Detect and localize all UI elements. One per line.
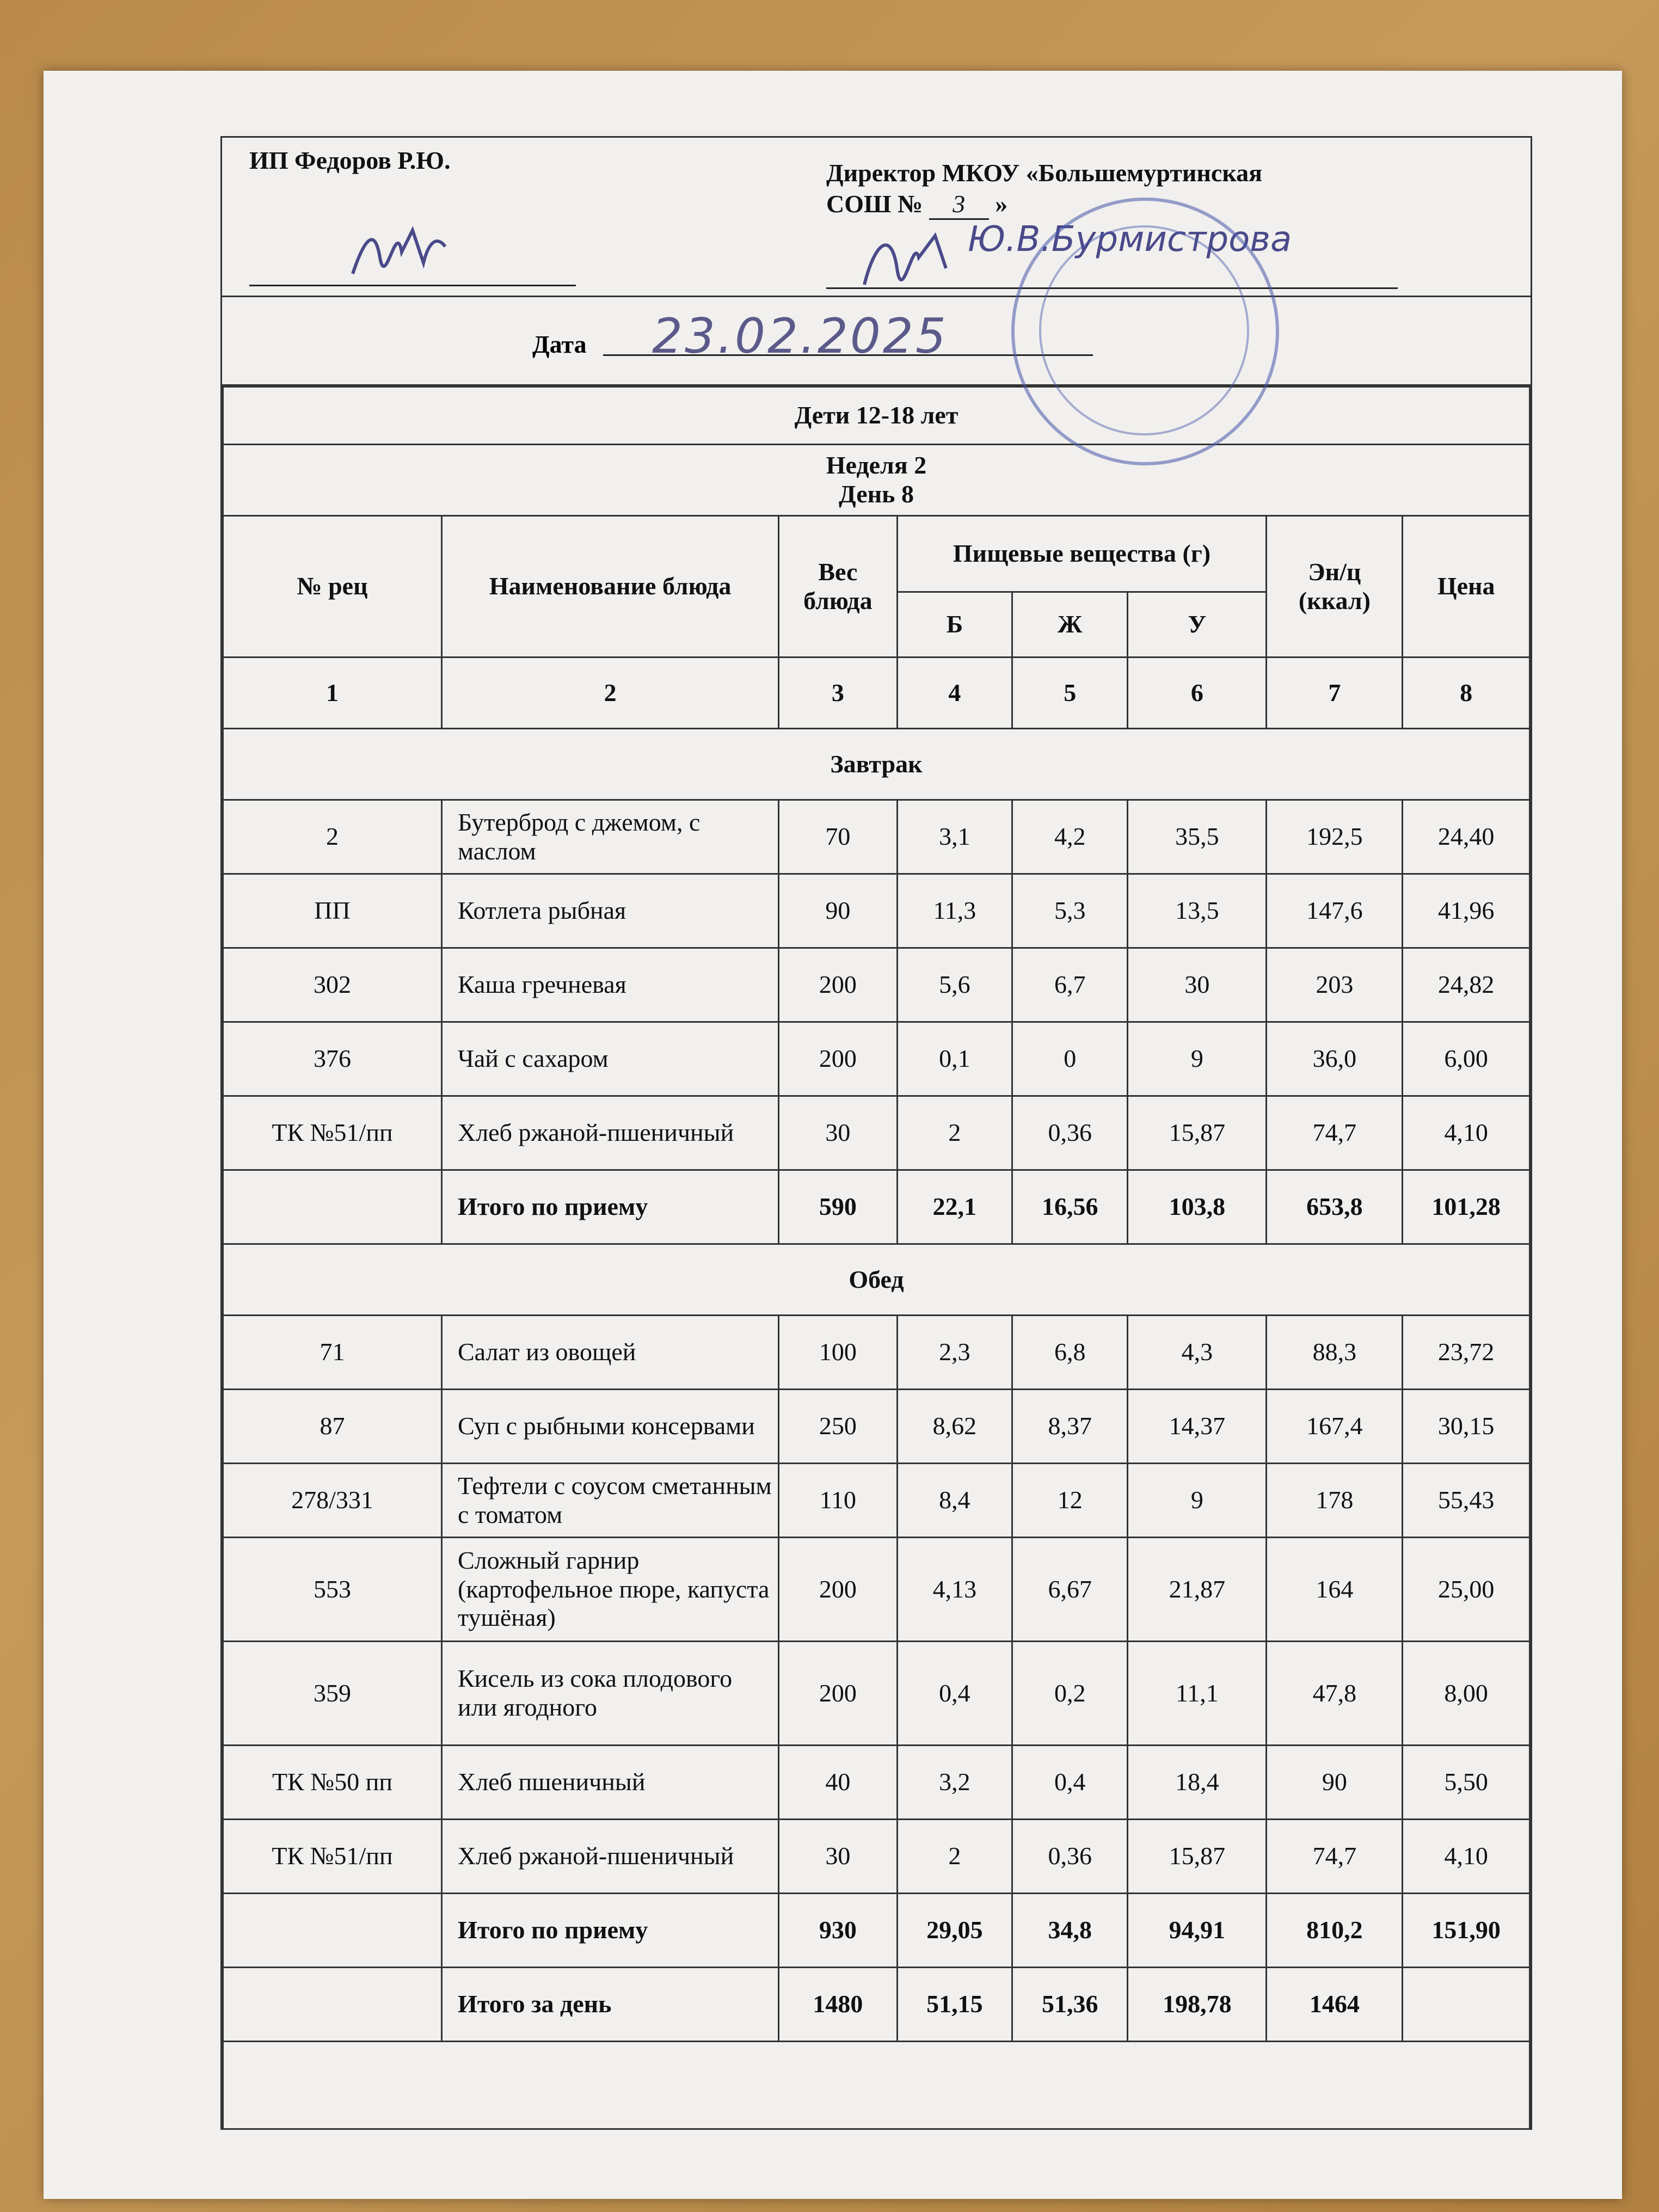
official-stamp bbox=[1011, 198, 1279, 465]
approval-header bbox=[222, 138, 1531, 297]
col-nutrients: Пищевые вещества (г) bbox=[897, 516, 1267, 592]
director-school: СОШ № 3 » bbox=[826, 189, 1007, 220]
director-signature: Ю.В.Бурмистрова bbox=[968, 219, 1292, 260]
col-weight: Вес блюда bbox=[779, 516, 897, 658]
menu-table bbox=[222, 386, 1531, 2128]
age-group: Дети 12-18 лет bbox=[223, 387, 1530, 445]
blank-row bbox=[223, 2042, 1530, 2129]
col-zh: Ж bbox=[1012, 592, 1128, 658]
table-row: 302 Каша гречневая 200 5,6 6,7 30 203 24,82 bbox=[223, 948, 1530, 1022]
table-row: ТК №50 пп Хлеб пшеничный 40 3,2 0,4 18,4 90 5,50 bbox=[223, 1746, 1530, 1820]
col-price: Цена bbox=[1403, 516, 1530, 658]
column-numbers-row: 1 2 3 4 5 6 7 8 bbox=[223, 658, 1530, 729]
table-row: 359 Кисель из сока плодового или ягодного 200 0,4 0,2 11,1 47,8 8,00 bbox=[223, 1642, 1530, 1746]
supplier-signature bbox=[342, 208, 451, 290]
table-row: ТК №51/пп Хлеб ржаной-пшеничный 30 2 0,36 15,87 74,7 4,10 bbox=[223, 1096, 1530, 1170]
date-label: Дата bbox=[532, 330, 587, 358]
week-day: Неделя 2 День 8 bbox=[223, 445, 1530, 516]
col-b: Б bbox=[897, 592, 1012, 658]
section-lunch: Обед bbox=[223, 1244, 1530, 1316]
lunch-total-row: Итого по приему 930 29,05 34,8 94,91 810,2 151,90 bbox=[223, 1894, 1530, 1968]
breakfast-total-row: Итого по приему 590 22,1 16,56 103,8 653,8 101,28 bbox=[223, 1170, 1530, 1244]
col-rec: № рец bbox=[223, 516, 442, 658]
supplier-signature-line bbox=[249, 285, 576, 286]
menu-sheet bbox=[220, 136, 1532, 2130]
date-row bbox=[222, 297, 1531, 386]
col-energy: Эн/ц (ккал) bbox=[1267, 516, 1403, 658]
table-row: ПП Котлета рыбная 90 11,3 5,3 13,5 147,6 41,96 bbox=[223, 874, 1530, 948]
col-u: У bbox=[1128, 592, 1267, 658]
section-breakfast: Завтрак bbox=[223, 729, 1530, 800]
school-number: 3 bbox=[929, 189, 989, 220]
table-row: 87 Суп с рыбными консервами 250 8,62 8,37 14,37 167,4 30,15 bbox=[223, 1390, 1530, 1464]
supplier-name: ИП Федоров Р.Ю. bbox=[249, 146, 451, 174]
director-signature-mark bbox=[853, 219, 962, 296]
table-row: ТК №51/пп Хлеб ржаной-пшеничный 30 2 0,36 15,87 74,7 4,10 bbox=[223, 1820, 1530, 1894]
document-page bbox=[44, 71, 1622, 2199]
date-value: 23.02.2025 bbox=[652, 308, 948, 364]
table-row: 376 Чай с сахаром 200 0,1 0 9 36,0 6,00 bbox=[223, 1022, 1530, 1096]
table-row: 71 Салат из овощей 100 2,3 6,8 4,3 88,3 23,72 bbox=[223, 1316, 1530, 1390]
table-row: 2 Бутерброд с джемом, с маслом 70 3,1 4,2 35,5 192,5 24,40 bbox=[223, 800, 1530, 874]
day-total-row: Итого за день 1480 51,15 51,36 198,78 1464 bbox=[223, 1968, 1530, 2042]
col-name: Наименование блюда bbox=[441, 516, 778, 658]
table-row: 278/331 Тефтели с соусом сметанным с томатом 110 8,4 12 9 178 55,43 bbox=[223, 1464, 1530, 1538]
table-row: 553 Сложный гарнир (картофельное пюре, капуста тушёная) 200 4,13 6,67 21,87 164 25,00 bbox=[223, 1538, 1530, 1642]
director-title: Директор МКОУ «Большемуртинская bbox=[826, 159, 1263, 187]
